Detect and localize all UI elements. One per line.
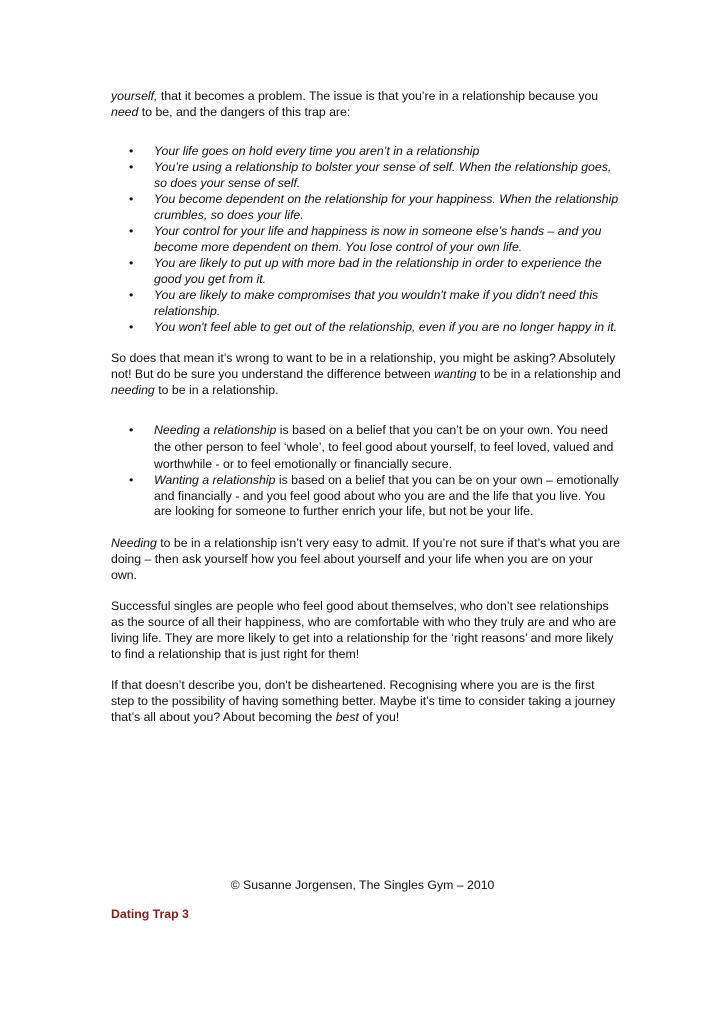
bullet-icon: • (129, 320, 134, 334)
italic-wanting: wanting (434, 367, 477, 381)
italic-best: best (335, 709, 359, 724)
italic-needing-start: Needing (111, 535, 157, 550)
footer-section-label: Dating Trap 3 (111, 907, 189, 921)
list-item: • Wanting a relationship is based on a belief that you can be on your own – emotionally and financially - and you feel good about who you are and the life that you live. You are looking for someone to further enrich your life, but not be your life. (129, 473, 619, 518)
list-item: • You’re using a relationship to bolster your sense of self. When the relationship goes, so does your sense of self. (129, 160, 612, 190)
bullet-icon: • (129, 423, 134, 437)
list-item: • You are likely to make compromises that you wouldn't make if you didn't need this relationship. (129, 288, 599, 318)
intro-text-2: to be, and the dangers of this trap are: (138, 105, 351, 119)
term-needing: Needing a relationship (154, 423, 277, 437)
list-item: • You become dependent on the relationship for your happiness. When the relationship crumbles, so does your life. (129, 192, 619, 222)
list-item: • Your life goes on hold every time you aren’t in a relationship (129, 144, 480, 158)
intro-paragraph (111, 88, 621, 120)
document-body (111, 88, 621, 725)
bullet-icon: • (129, 160, 134, 174)
bullet-icon: • (129, 224, 134, 238)
successful-singles-paragraph: Successful singles are people who feel good about themselves, who don’t see relationships as the source of all their happiness, who are comfortable with who they truly are and who are living life. They are more likely to get into a relationship for the ‘right reasons’ and more likely to find a relationship that is just right for them! (111, 598, 617, 661)
differences-list (111, 422, 621, 520)
list-item: • Needing a relationship is based on a belief that you can’t be on your own. You need the other person to feel ‘whole’, to feel good about yourself, to feel loved, valued and worthwhile - or to feel emotionally or financially secure. (129, 423, 614, 471)
wrong-to-want-paragraph: So does that mean it’s wrong to want to be in a relationship, you might be asking? Absolutely not! But do be sure you understand the difference between wanting to be in a relationship and needing to be in a relationship. (111, 351, 621, 397)
list-item: • You are likely to put up with more bad in the relationship in order to experience the good you get from it. (129, 256, 602, 286)
bullet-icon: • (129, 144, 134, 158)
italic-needing: needing (111, 383, 155, 397)
dangers-list (111, 143, 621, 335)
intro-text-1: that it becomes a problem. The issue is that you’re in a relationship because you (157, 89, 599, 103)
intro-italic-yourself: yourself, (111, 89, 158, 103)
bullet-icon: • (129, 473, 134, 487)
bullet-icon: • (129, 288, 134, 302)
list-item: • Your control for your life and happiness is now in someone else’s hands – and you become more dependent on them. You lose control of your own life. (129, 224, 602, 254)
needing-paragraph: Needing to be in a relationship isn’t very easy to admit. If you’re not sure if that’s what you are doing – then ask yourself how you feel about yourself and your life when you are on your own. (111, 535, 621, 582)
intro-italic-need: need (111, 105, 139, 119)
list-item: • You won't feel able to get out of the relationship, even if you are no longer happy in it. (129, 320, 618, 334)
bullet-icon: • (129, 256, 134, 270)
term-wanting: Wanting a relationship (154, 473, 276, 487)
bullet-icon: • (129, 192, 134, 206)
closing-paragraph: If that doesn’t describe you, don't be disheartened. Recognising where you are is the first step to the possibility of having something better. Maybe it’s time to consider taking a journey that’s all about you? About becoming the best of you! (111, 677, 616, 724)
copyright-notice: © Susanne Jorgensen, The Singles Gym – 2010 (230, 878, 495, 892)
